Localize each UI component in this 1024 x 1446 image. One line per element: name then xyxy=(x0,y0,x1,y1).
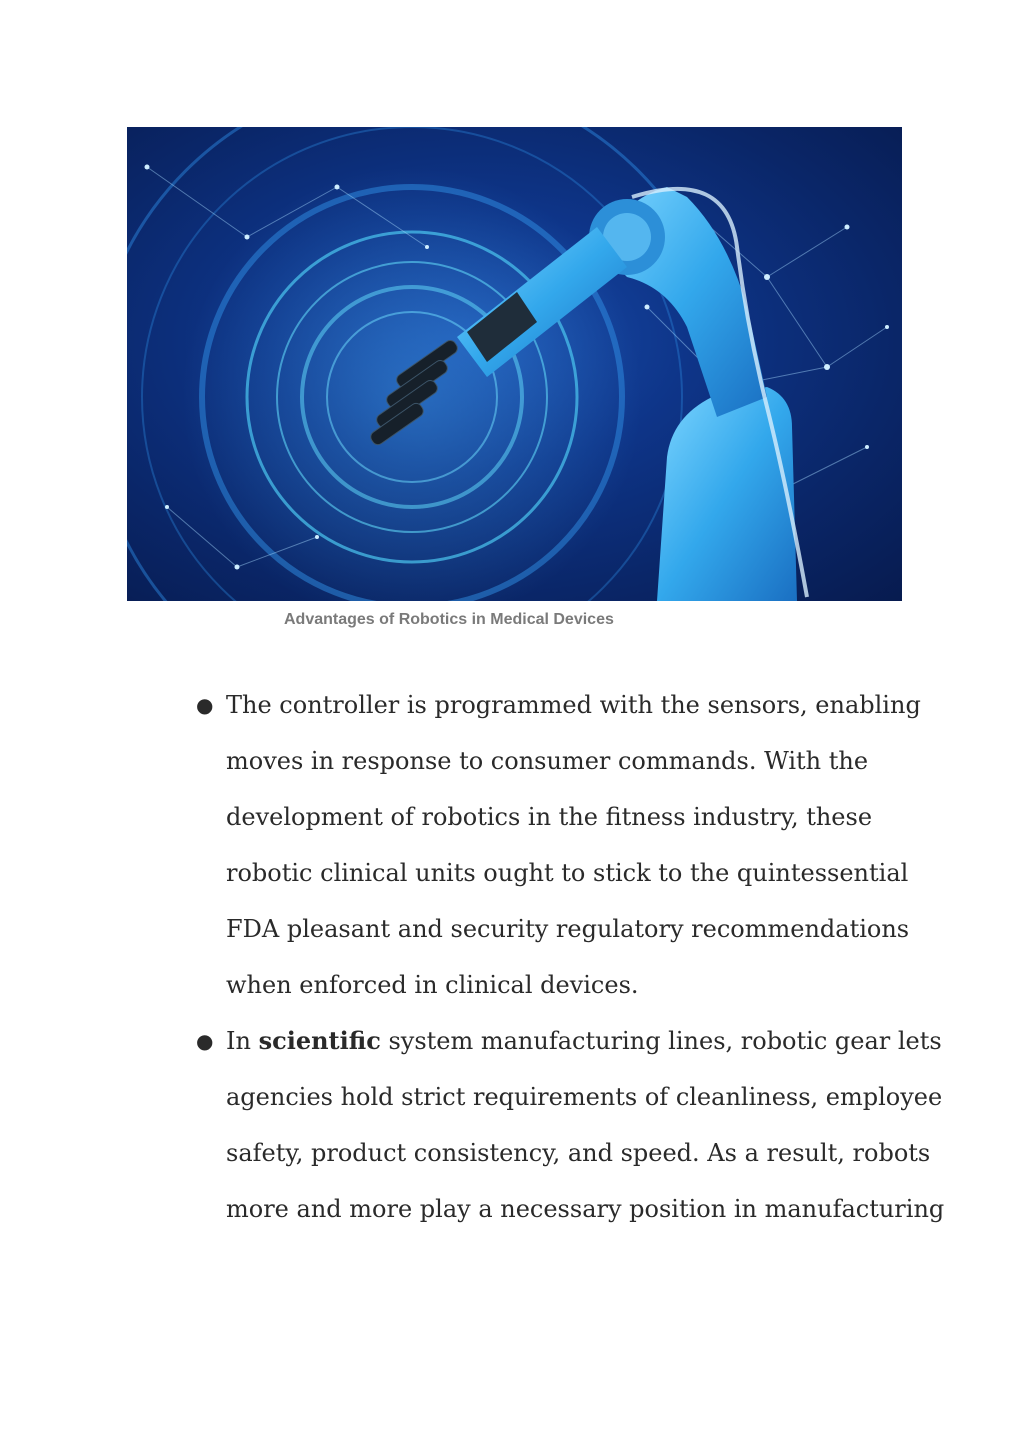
bullet-rest: system manufacturing lines, robotic gear lets xyxy=(380,1027,942,1055)
bullet-line: agencies hold strict requirements of cleanliness, employee xyxy=(226,1083,943,1111)
bullet-line: moves in response to consumer commands. With the xyxy=(226,747,869,775)
robotic-arm-image xyxy=(127,127,902,601)
bullet-line: safety, product consistency, and speed. As a result, robots xyxy=(226,1139,931,1167)
bullet-line: robotic clinical units ought to stick to the quintessential xyxy=(226,859,909,887)
bullet-line: FDA pleasant and security regulatory recommendations xyxy=(226,915,910,943)
bullet-line: development of robotics in the fitness industry, these xyxy=(226,803,873,831)
bullet-line: more and more play a necessary position in manufacturing xyxy=(226,1195,945,1223)
bullet-icon: ● xyxy=(196,693,214,717)
bullet-line: The controller is programmed with the sensors, enabling xyxy=(226,691,921,719)
bullet-prefix: In xyxy=(226,1027,259,1055)
bullet-first-line xyxy=(226,1013,942,1069)
bullet-line: when enforced in clinical devices. xyxy=(226,971,639,999)
list-item xyxy=(196,677,921,1013)
bullet-icon: ● xyxy=(196,1029,214,1053)
figure-caption: Advantages of Robotics in Medical Devices xyxy=(284,611,614,628)
robotic-arm-illustration xyxy=(127,127,902,601)
list-item xyxy=(196,1013,945,1237)
bold-term: scientific xyxy=(258,1026,381,1055)
